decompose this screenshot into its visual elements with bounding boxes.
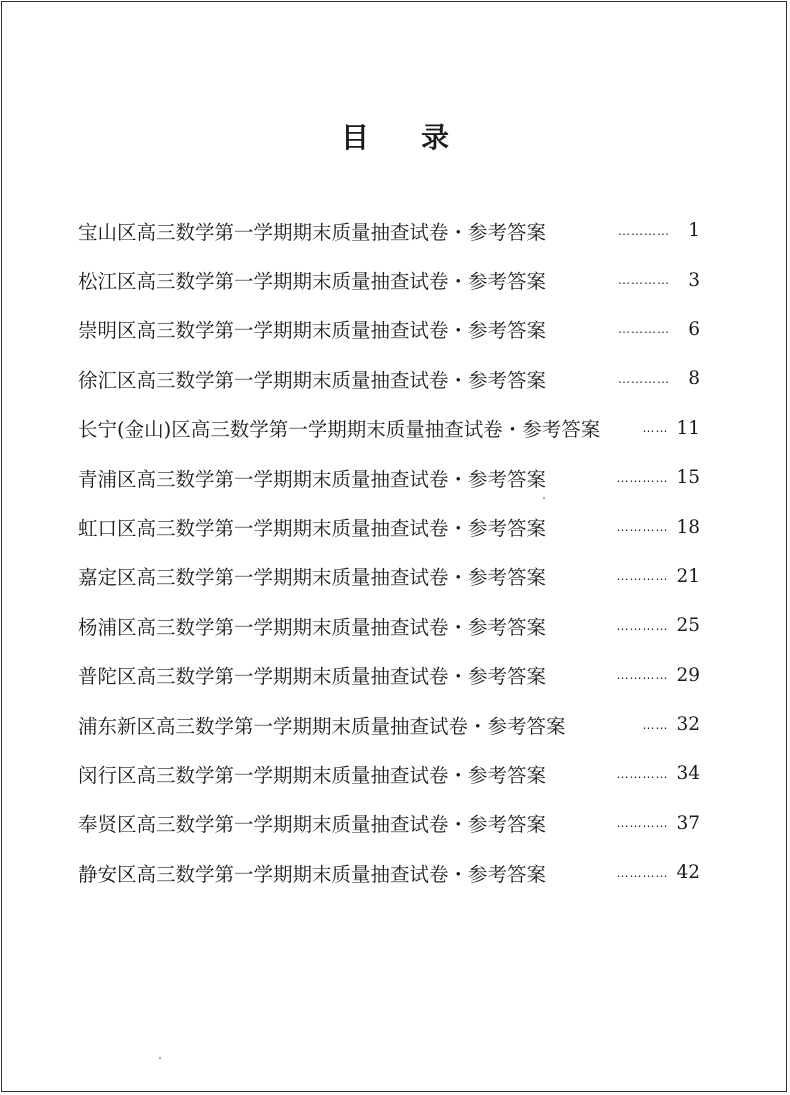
entry-page-number: 32 (676, 714, 700, 736)
entry-title: 静安区高三数学第一学期期末质量抽查试卷・参考答案 (78, 862, 547, 886)
toc-entry[interactable] (78, 354, 700, 403)
entry-leader-dots: ………… (616, 618, 669, 633)
entry-page-number: 18 (676, 516, 700, 538)
entry-leader-dots: …… (642, 717, 669, 732)
toc-entry[interactable] (78, 601, 700, 650)
entry-title: 长宁(金山)区高三数学第一学期期末质量抽查试卷・参考答案 (78, 418, 601, 442)
entry-leader-dots: ………… (616, 816, 669, 831)
entry-leader-dots: ………… (618, 322, 670, 337)
toc-entry[interactable] (78, 404, 700, 453)
scan-speck (159, 1057, 161, 1059)
entry-page-number: 3 (688, 269, 700, 291)
entry-page-number: 37 (676, 812, 700, 834)
entry-page-number: 15 (676, 467, 700, 489)
toc-entry[interactable] (78, 651, 700, 700)
entry-title: 虹口区高三数学第一学期期末质量抽查试卷・参考答案 (78, 517, 547, 541)
toc-entry[interactable] (78, 700, 700, 749)
entry-leader-dots: …… (642, 421, 669, 436)
entry-title: 徐汇区高三数学第一学期期末质量抽查试卷・参考答案 (78, 368, 547, 392)
entry-leader-dots: ………… (616, 470, 669, 485)
toc-entry[interactable] (78, 848, 700, 897)
entry-leader-dots: ………… (618, 223, 670, 238)
entry-page-number: 42 (676, 862, 700, 884)
entry-page-number: 11 (676, 417, 700, 439)
toc-entry[interactable] (78, 749, 700, 798)
entry-title: 崇明区高三数学第一学期期末质量抽查试卷・参考答案 (78, 319, 547, 343)
scan-speck (543, 497, 545, 499)
entry-page-number: 1 (688, 220, 700, 242)
entry-leader-dots: ………… (616, 520, 669, 535)
entry-title: 宝山区高三数学第一学期期末质量抽查试卷・参考答案 (78, 220, 547, 244)
entry-leader-dots: ………… (618, 273, 670, 288)
toc-entry[interactable] (78, 799, 700, 848)
toc-entry[interactable] (78, 206, 700, 255)
toc-entry[interactable] (78, 453, 700, 502)
toc-entry[interactable] (78, 502, 700, 551)
toc-entry[interactable] (78, 552, 700, 601)
page-title: 目录 (340, 121, 501, 154)
entry-title: 青浦区高三数学第一学期期末质量抽查试卷・参考答案 (78, 467, 547, 491)
entry-page-number: 34 (676, 763, 700, 785)
entry-title: 松江区高三数学第一学期期末质量抽查试卷・参考答案 (78, 270, 547, 294)
entry-leader-dots: ………… (616, 569, 669, 584)
entry-title: 嘉定区高三数学第一学期期末质量抽查试卷・参考答案 (78, 566, 547, 590)
entry-page-number: 29 (676, 664, 700, 686)
entry-title: 奉贤区高三数学第一学期期末质量抽查试卷・参考答案 (78, 813, 547, 837)
entry-title: 杨浦区高三数学第一学期期末质量抽查试卷・参考答案 (78, 615, 547, 639)
entry-page-number: 8 (688, 368, 700, 390)
entry-leader-dots: ………… (616, 766, 669, 781)
toc-list (78, 206, 700, 897)
entry-leader-dots: ………… (616, 865, 669, 880)
toc-entry[interactable] (78, 255, 700, 304)
entry-title: 普陀区高三数学第一学期期末质量抽查试卷・参考答案 (78, 665, 547, 689)
entry-leader-dots: ………… (618, 371, 670, 386)
entry-leader-dots: ………… (616, 668, 669, 683)
entry-title: 浦东新区高三数学第一学期期末质量抽查试卷・参考答案 (78, 714, 566, 738)
entry-page-number: 6 (688, 318, 700, 340)
entry-page-number: 25 (676, 615, 700, 637)
entry-title: 闵行区高三数学第一学期期末质量抽查试卷・参考答案 (78, 763, 547, 787)
toc-entry[interactable] (78, 305, 700, 354)
entry-page-number: 21 (676, 565, 700, 587)
